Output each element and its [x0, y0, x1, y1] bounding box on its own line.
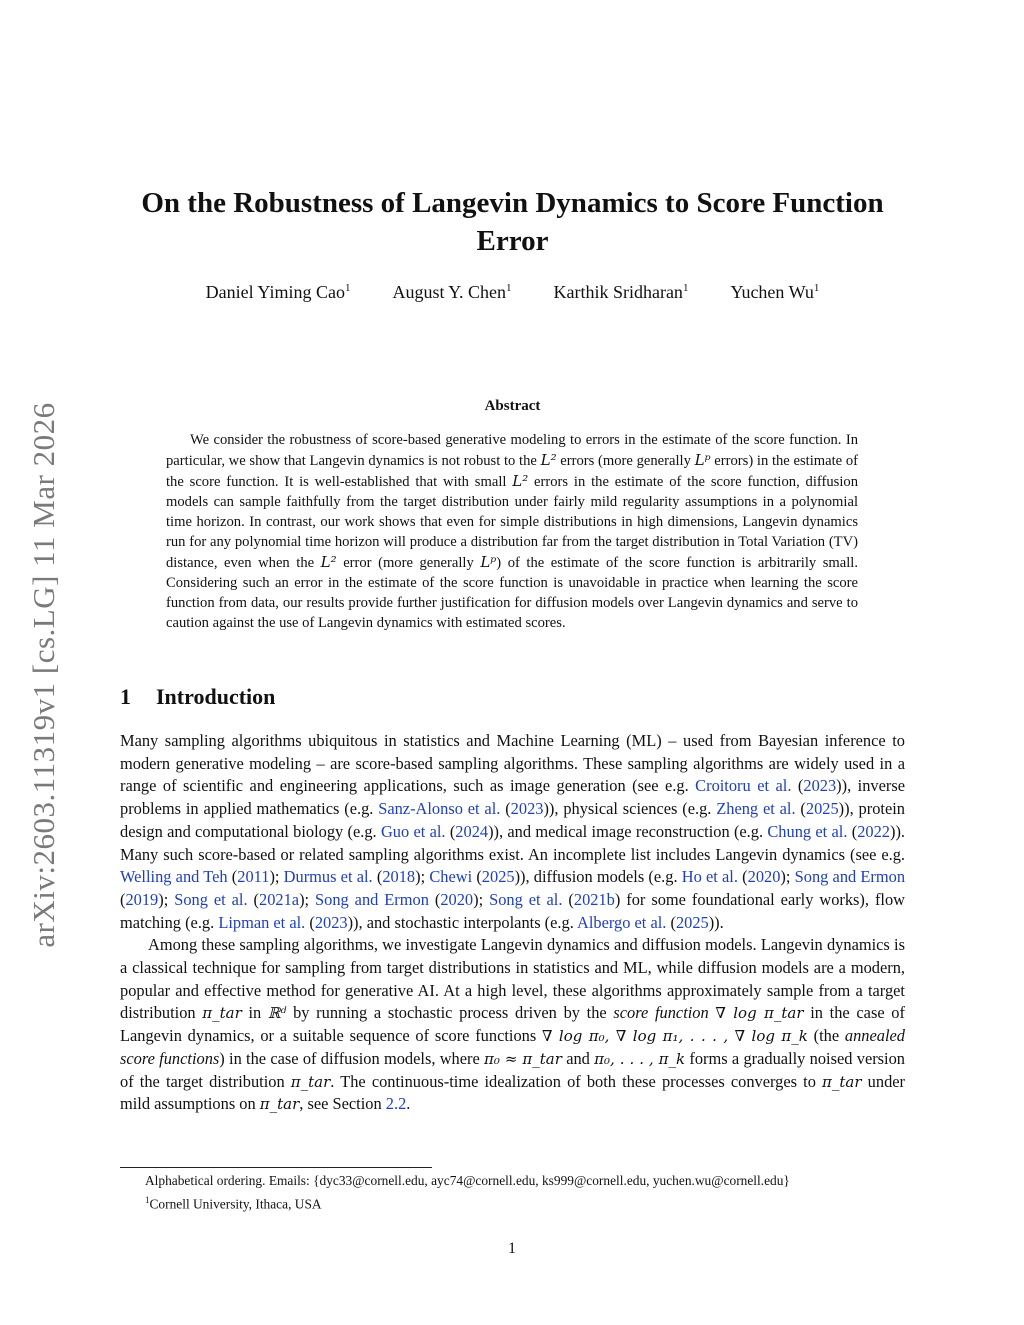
author: Daniel Yiming Cao$^1$ — [205, 282, 351, 302]
citation-link[interactable]: 2025 — [675, 912, 709, 932]
citation-link[interactable]: 2021a — [259, 889, 300, 909]
author-list — [120, 282, 905, 303]
citation-link[interactable]: 2025 — [481, 867, 515, 887]
citation-link[interactable]: Albergo et al. — [577, 912, 667, 932]
citation-link[interactable]: Durmus et al. — [283, 867, 373, 887]
introduction-body — [120, 730, 905, 1116]
page-number: 1 — [508, 1240, 516, 1257]
citation-link[interactable]: Lipman et al. — [218, 912, 306, 932]
author: Karthik Sridharan$^1$ — [553, 282, 689, 302]
citation-link[interactable]: Ho et al. — [681, 867, 738, 887]
citation-link[interactable]: Sanz-Alonso et al. — [378, 799, 501, 819]
arxiv-sidebar — [8, 380, 80, 970]
abstract-heading: Abstract — [484, 398, 541, 414]
paper-title: On the Robustness of Langevin Dynamics to Score Function Error — [141, 187, 884, 257]
footnote-emails: Alphabetical ordering. Emails: {dyc33@cornell.edu, ayc74@cornell.edu, ks999@cornell.edu, yuchen.wu@cornell.edu} — [145, 1173, 790, 1188]
paragraph: Many sampling algorithms ubiquitous in statistics and Machine Learning (ML) – used from Bayesian inference to modern generative modeling – are score-based sampling algorithms. These sampling algorithms are widely used in a range of scientific and engineering applications, such as image generation (see e.g. Croitoru et al. (2023)), inverse problems in applied mathematics (e.g. Sanz-Alonso et al. (2023)), physical sciences (e.g. Zheng et al. (2025)), protein design and computational biology (e.g. Guo et al. (2024)), and medical image reconstruction (e.g. Chung et al. (2022)). Many such score-based or related sampling algorithms exist. An incomplete list includes Langevin dynamics (see e.g. Welling and Teh (2011); Durmus et al. (2018); Chewi (2025)), diffusion models (e.g. Ho et al. (2020); Song and Ermon (2019); Song et al. (2021a); Song and Ermon (2020); Song et al. (2021b) for some foundational early works), flow matching (e.g. Lipman et al. (2023)), and stochastic interpolants (e.g. Albergo et al. (2025)). — [120, 731, 906, 932]
citation-link[interactable]: Song and Ermon — [315, 889, 429, 909]
citation-link[interactable]: Chung et al. — [767, 821, 848, 841]
citation-link[interactable]: 2022 — [857, 821, 890, 841]
section-reference-link[interactable]: 2.2 — [385, 1094, 407, 1114]
footnote-affiliation: $^1$Cornell University, Ithaca, USA — [145, 1195, 322, 1212]
citation-link[interactable]: 2023 — [803, 776, 837, 796]
citation-link[interactable]: 2021b — [573, 889, 615, 909]
citation-link[interactable]: Croitoru et al. — [695, 776, 792, 796]
citation-link[interactable]: Chewi — [429, 867, 473, 887]
paragraph: Among these sampling algorithms, we investigate Langevin dynamics and diffusion models. Langevin dynamics is a classical technique for sampling from target distributions in statistics and ML, while diffusion models are a modern, popular and effective method for generative AI. At a high level, these algorithms approximately sample from a target distribution π_tar in ℝᵈ by running a stochastic process driven by the score function ∇ log π_tar in the case of Langevin dynamics, or a suitable sequence of score functions ∇ log π₀, ∇ log π₁, . . . , ∇ log π_k (the annealed score functions) in the case of diffusion models, where π₀ ≈ π_tar and π₀, . . . , π_k forms a gradually noised version of the target distribution π_tar. The continuous-time idealization of both these processes converges to π_tar under mild assumptions on π_tar, see Section 2.2. — [120, 935, 905, 1114]
citation-link[interactable]: Welling and Teh — [120, 867, 228, 887]
citation-link[interactable]: 2011 — [237, 867, 270, 887]
citation-link[interactable]: Guo et al. — [380, 821, 446, 841]
section-heading — [120, 684, 275, 710]
section-title: Introduction — [156, 684, 276, 709]
citation-link[interactable]: Song et al. — [489, 889, 563, 909]
author: Yuchen Wu$^1$ — [730, 282, 820, 302]
citation-link[interactable]: 2018 — [382, 867, 416, 887]
citation-link[interactable]: 2020 — [440, 889, 474, 909]
arxiv-identifier: arXiv:2603.11319v1 [cs.LG] 11 Mar 2026 — [26, 402, 61, 948]
citation-link[interactable]: 2023 — [510, 799, 544, 819]
citation-link[interactable]: 2019 — [125, 889, 159, 909]
section-number: 1 — [120, 684, 131, 709]
citation-link[interactable]: Song et al. — [174, 889, 248, 909]
footnote-rule — [120, 1167, 432, 1168]
citation-link[interactable]: 2024 — [455, 821, 489, 841]
abstract-text: We consider the robustness of score-based generative modeling to errors in the estimate of the score function. In particular, we show that Langevin dynamics is not robust to the L² errors (more generally Lᵖ errors) in the estimate of the score function. It is well-established that with small L² errors in the estimate of the score function, diffusion models can sample faithfully from the target distribution under fairly mild regularity assumptions in a polynomial time horizon. In contrast, our work shows that even for simple distributions in high dimensions, Langevin dynamics run for any polynomial time horizon will produce a distribution far from the target distribution in Total Variation (TV) distance, even when the L² error (more generally Lᵖ) of the estimate of the score function is arbitrarily small. Considering such an error in the estimate of the score function is unavoidable in practice when learning the score function from data, our results provide further justification for diffusion models over Langevin dynamics and serve to caution against the use of Langevin dynamics with estimated scores. — [166, 432, 859, 631]
author: August Y. Chen$^1$ — [392, 282, 512, 302]
citation-link[interactable]: 2020 — [747, 867, 781, 887]
citation-link[interactable]: Song and Ermon — [794, 867, 906, 887]
citation-link[interactable]: 2023 — [314, 912, 348, 932]
citation-link[interactable]: 2025 — [805, 799, 839, 819]
citation-link[interactable]: Zheng et al. — [716, 799, 796, 819]
